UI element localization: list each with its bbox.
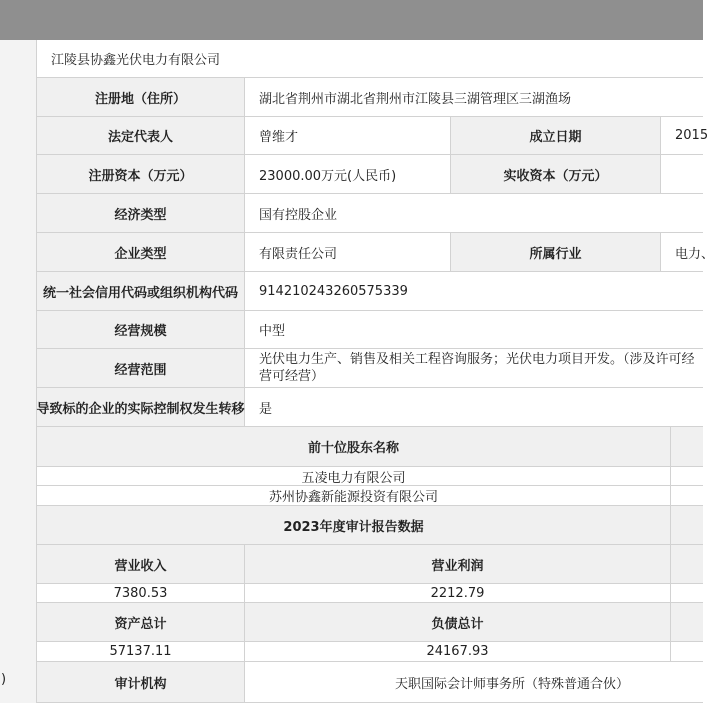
left-edge-char: ) (1, 672, 7, 687)
economy-type-value: 国有控股企业 (245, 194, 703, 233)
revenue-label: 营业收入 (37, 545, 245, 584)
paid-in-capital-label: 实收资本（万元） (451, 155, 661, 194)
credit-code-label: 统一社会信用代码或组织机构代码 (37, 272, 245, 311)
enterprise-type-label: 企业类型 (37, 233, 245, 272)
paid-in-capital-value (661, 155, 703, 194)
shareholders-header-extra (671, 427, 703, 467)
registered-capital-value: 23000.00万元(人民币) (245, 155, 451, 194)
audit-title-extra (671, 506, 703, 545)
operating-profit-value: 2212.79 (245, 584, 671, 603)
revenue-value: 7380.53 (37, 584, 245, 603)
audit-col3-label (671, 545, 703, 584)
audit-col3-value (671, 584, 703, 603)
shareholder-row-2: 苏州协鑫新能源投资有限公司 (37, 486, 671, 506)
economy-type-label: 经济类型 (37, 194, 245, 233)
audit-title: 2023年度审计报告数据 (37, 506, 671, 545)
audit-col3-label-2 (671, 603, 703, 642)
auditor-value: 天职国际会计师事务所（特殊普通合伙） (245, 662, 703, 703)
shareholders-header: 前十位股东名称 (37, 427, 671, 467)
scale-label: 经营规模 (37, 311, 245, 349)
auditor-label: 审计机构 (37, 662, 245, 703)
left-label-column-basic (0, 78, 37, 427)
legal-rep-label: 法定代表人 (37, 117, 245, 155)
registered-capital-label: 注册资本（万元） (37, 155, 245, 194)
registered-address-label: 注册地（住所） (37, 78, 245, 117)
scale-value: 中型 (245, 311, 703, 349)
total-assets-label: 资产总计 (37, 603, 245, 642)
total-liabilities-label: 负债总计 (245, 603, 671, 642)
shareholder-row-1: 五凌电力有限公司 (37, 467, 671, 486)
industry-label: 所属行业 (451, 233, 661, 272)
audit-col3-value-2 (671, 642, 703, 662)
control-transfer-label: 导致标的企业的实际控制权发生转移 (37, 388, 245, 427)
scope-value: 光伏电力生产、销售及相关工程咨询服务；光伏电力项目开发。（涉及许可经营可经营） (245, 349, 703, 388)
established-value: 2015 (661, 117, 703, 155)
total-liabilities-value: 24167.93 (245, 642, 671, 662)
total-assets-value: 57137.11 (37, 642, 245, 662)
industry-value: 电力、 (661, 233, 703, 272)
company-name: 江陵县协鑫光伏电力有限公司 (37, 40, 703, 78)
shareholder-row-1-extra (671, 467, 703, 486)
shareholder-row-2-extra (671, 486, 703, 506)
operating-profit-label: 营业利润 (245, 545, 671, 584)
legal-rep-value: 曾维才 (245, 117, 451, 155)
left-label-column-shareholders (0, 427, 37, 506)
credit-code-value: 914210243260575339 (245, 272, 703, 311)
enterprise-type-value: 有限责任公司 (245, 233, 451, 272)
control-transfer-value: 是 (245, 388, 703, 427)
registered-address-value: 湖北省荆州市湖北省荆州市江陵县三湖管理区三湖渔场 (245, 78, 703, 117)
scope-label: 经营范围 (37, 349, 245, 388)
left-label-column (0, 40, 37, 78)
established-label: 成立日期 (451, 117, 661, 155)
top-header-strip (0, 0, 703, 40)
